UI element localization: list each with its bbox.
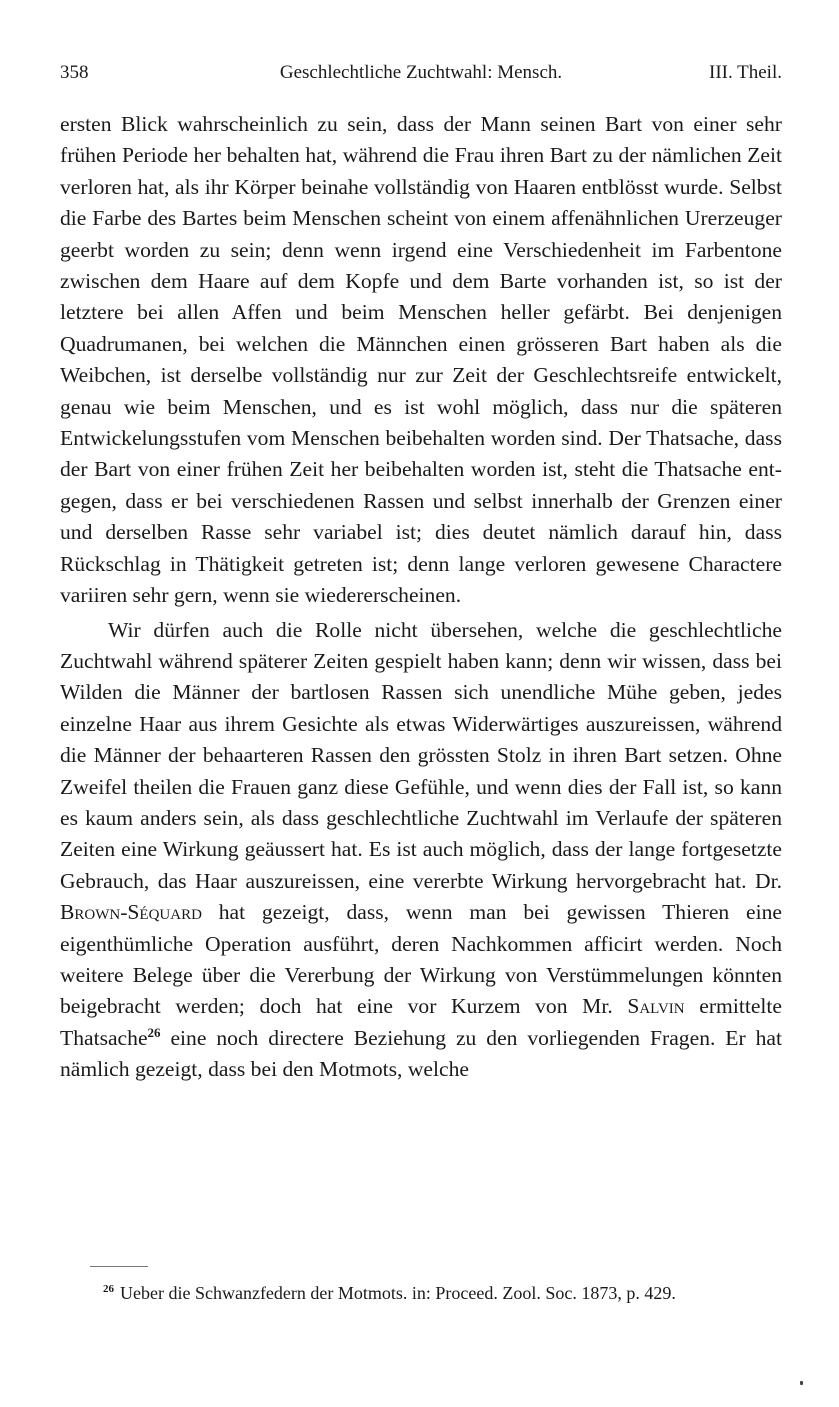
running-header — [60, 60, 782, 86]
paragraph-2 — [60, 615, 782, 1086]
print-speck — [800, 1381, 803, 1385]
page-number: 358 — [60, 62, 89, 83]
paragraph-2-text-c: ermittelte Thatsache — [60, 994, 782, 1050]
paragraph-2-text-b: hat gezeigt, dass, wenn man bei gewissen Thieren eine eigenthümliche Operation ausführt, deren Nachkommen afficirt werden. Noch weitere Belege über die Vererbung der Wirkung von Verstümmelungen könnten beigebracht werden; doch hat eine vor Kurzem von Mr. — [60, 900, 782, 1019]
running-title: Geschlechtliche Zuchtwahl: Mensch. — [279, 62, 563, 83]
footnote-text: Ueber die Schwanzfedern der Motmots. in: Proceed. Zool. Soc. 1873, p. 429. — [120, 1283, 676, 1303]
part-label: III. Theil. — [709, 62, 782, 83]
footnote-reference: 26 — [147, 1024, 161, 1040]
paragraph-2-text-d: eine noch directere Beziehung zu den vorliegenden Fragen. Er hat nämlich gezeigt, dass bei den Motmots, welche — [60, 1025, 782, 1082]
footnote-divider — [90, 1266, 148, 1267]
footnote-mark: 26 — [103, 1283, 114, 1295]
author-name-salvin: Salvin — [627, 994, 685, 1019]
author-name-brown-sequard: Brown-Séquard — [60, 900, 202, 925]
footnote — [103, 1280, 783, 1306]
body-text — [60, 109, 782, 1086]
paragraph-1: ersten Blick wahrscheinlich zu sein, dass der Mann seinen Bart von einer sehr frühen Periode her behalten hat, während die Frau ihren Bart zu der nämlichen Zeit verloren hat, als ihr Körper beinahe vollständig von Haaren entblösst wurde. Selbst die Farbe des Bartes beim Menschen scheint von einem affenähnlichen Urerzeuger geerbt worden zu sein; denn wenn irgend eine Verschiedenheit im Farbentone zwischen dem Haare auf dem Kopfe und dem Barte vorhanden ist, so ist der letztere bei allen Affen und beim Menschen heller gefärbt. Bei denjenigen Quadrumanen, bei welchen die Männchen einen grösseren Bart haben als die Weibchen, ist derselbe vollständig nur zur Zeit der Geschlechtsreife entwickelt, genau wie beim Menschen, und es ist wohl möglich, dass nur die späteren Entwickelungsstufen vom Menschen beibehalten worden sind. Der Thatsache, dass der Bart von einer frühen Zeit her beibehalten worden ist, steht die Thatsache entgegen, dass er bei verschiedenen Rassen und selbst innerhalb der Grenzen einer und derselben Rasse sehr variabel ist; dies deutet nämlich darauf hin, dass Rückschlag in Thätigkeit getreten ist; denn lange verloren gewesene Charactere variiren sehr gern, wenn sie wiedererscheinen. — [60, 112, 782, 608]
paragraph-2-text-a: Wir dürfen auch die Rolle nicht übersehen, welche die geschlechtliche Zuchtwahl während späterer Zeiten gespielt haben kann; denn wir wissen, dass bei Wilden die Männer der bartlosen Rassen sich unendliche Mühe geben, jedes einzelne Haar aus ihrem Gesichte als etwas Widerwärtiges auszureissen, während die Männer der behaarteren Rassen den grössten Stolz in ihren Bart setzen. Ohne Zweifel theilen die Frauen ganz diese Gefühle, und wenn dies der Fall ist, so kann es kaum anders sein, als dass geschlechtliche Zuchtwahl im Verlaufe der späteren Zeiten eine Wirkung geäussert hat. Es ist auch möglich, dass der lange fortgesetzte Gebrauch, das Haar auszureissen, eine vererbte Wirkung hervorgebracht hat. Dr. — [60, 617, 782, 893]
